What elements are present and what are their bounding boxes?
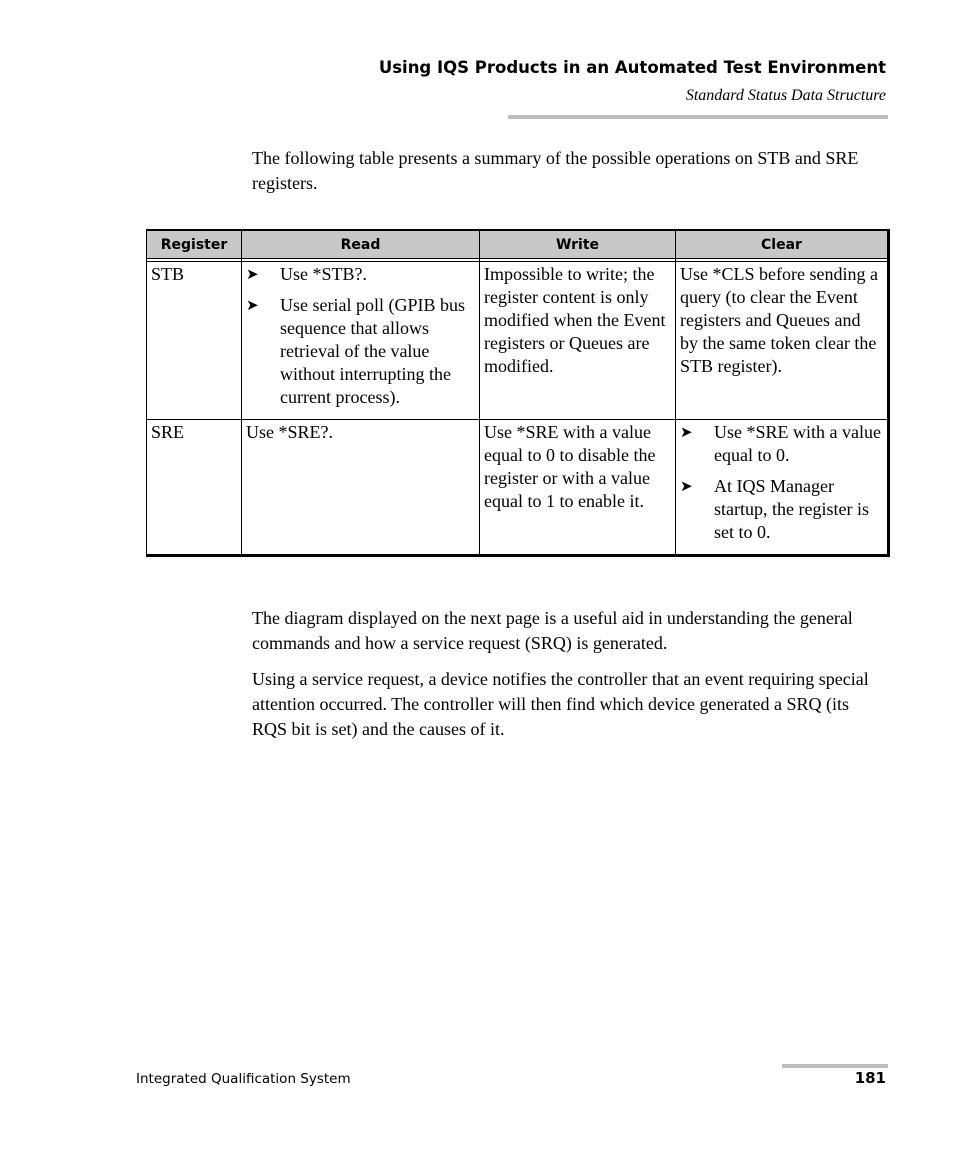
page-number: 181 [854, 1069, 886, 1087]
register-operations-table [146, 229, 890, 557]
bullet-item [246, 294, 473, 409]
header-rule [508, 115, 888, 119]
bullet-text: Use *STB?. [280, 264, 367, 284]
cell-read: Use *SRE?. [242, 420, 480, 556]
bullet-arrow-icon: ➤ [680, 423, 693, 441]
bullet-arrow-icon: ➤ [246, 296, 259, 314]
body-paragraph: Using a service request, a device notifies the controller that an event requiring special attention occurred. The controller will then find which device generated a SRQ (its RQS bit is set) and the causes of it. [252, 669, 869, 739]
cell-clear [676, 420, 889, 556]
table-row [147, 420, 889, 556]
cell-write: Impossible to write; the register content is only modified when the Event registers or Queues are modified. [480, 262, 676, 420]
footer-rule [782, 1064, 888, 1068]
bullet-arrow-icon: ➤ [246, 265, 259, 283]
table-header-row [147, 230, 889, 259]
column-header-register: Register [147, 230, 242, 259]
bullet-item [680, 475, 881, 544]
table-row [147, 262, 889, 420]
cell-register: STB [147, 262, 242, 420]
bullet-item [246, 263, 473, 286]
bullet-item [680, 421, 881, 467]
bullet-text: Use serial poll (GPIB bus sequence that allows retrieval of the value without interrupting the current process). [280, 295, 465, 407]
bullet-text: At IQS Manager startup, the register is set to 0. [714, 476, 869, 542]
intro-paragraph: The following table presents a summary of the possible operations on STB and SRE registers. [252, 148, 859, 193]
running-header-subtitle: Standard Status Data Structure [685, 87, 886, 104]
column-header-clear: Clear [676, 230, 889, 259]
bullet-text: Use *SRE with a value equal to 0. [714, 422, 881, 465]
cell-read [242, 262, 480, 420]
cell-clear: Use *CLS before sending a query (to clear the Event registers and Queues and by the same token clear the STB register). [676, 262, 889, 420]
column-header-write: Write [480, 230, 676, 259]
running-header-title: Using IQS Products in an Automated Test Environment [378, 58, 886, 77]
cell-register: SRE [147, 420, 242, 556]
footer-doc-title: Integrated Qualification System [136, 1071, 351, 1087]
column-header-read: Read [242, 230, 480, 259]
body-paragraph: The diagram displayed on the next page is a useful aid in understanding the general commands and how a service request (SRQ) is generated. [252, 608, 853, 653]
cell-write: Use *SRE with a value equal to 0 to disable the register or with a value equal to 1 to enable it. [480, 420, 676, 556]
bullet-arrow-icon: ➤ [680, 477, 693, 495]
